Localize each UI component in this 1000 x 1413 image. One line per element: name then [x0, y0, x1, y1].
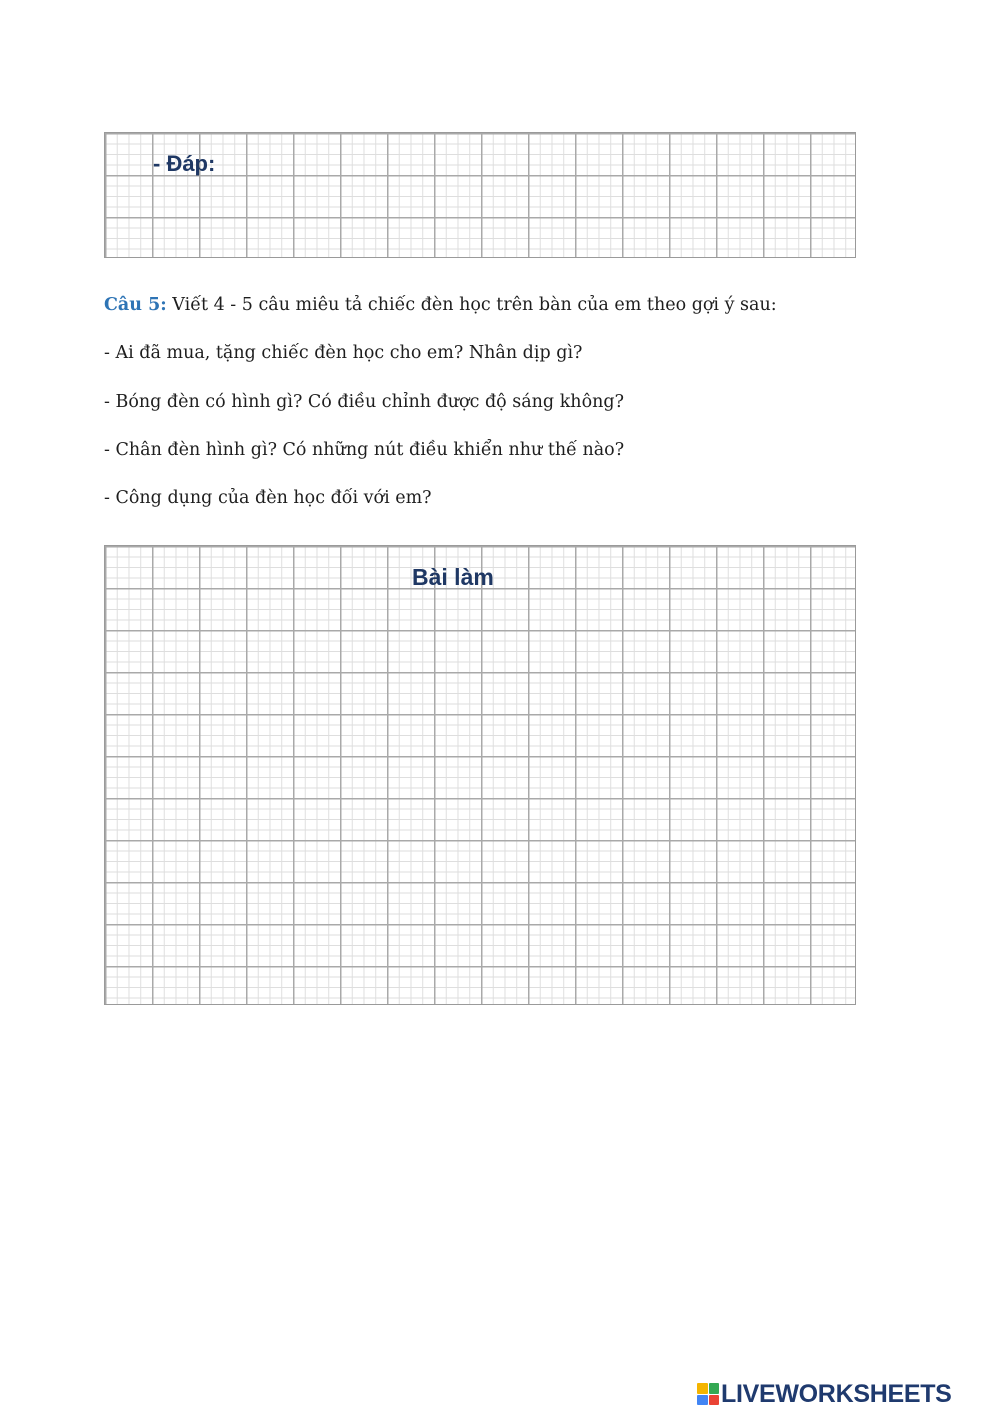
- hint-item: - Ai đã mua, tặng chiếc đèn học cho em? Nhân dịp gì?: [104, 343, 583, 363]
- essay-title: Bài làm: [412, 564, 494, 590]
- hint-item: - Chân đèn hình gì? Có những nút điều khiển như thế nào?: [104, 440, 625, 460]
- question-text: Viết 4 - 5 câu miêu tả chiếc đèn học trên bàn của em theo gợi ý sau:: [166, 295, 777, 315]
- question-5: [104, 293, 777, 317]
- liveworksheets-logo: [697, 1381, 952, 1407]
- logo-square: [709, 1395, 720, 1406]
- hint-item: - Bóng đèn có hình gì? Có điều chỉnh được độ sáng không?: [104, 392, 624, 412]
- logo-square: [709, 1383, 720, 1394]
- essay-grid[interactable]: [104, 545, 856, 1005]
- logo-text: LIVEWORKSHEETS: [721, 1379, 952, 1408]
- logo-square: [697, 1395, 708, 1406]
- question-number: Câu 5:: [104, 295, 167, 315]
- liveworksheets-logo-icon: [697, 1383, 719, 1405]
- answer-grid[interactable]: [104, 132, 856, 258]
- answer-label: - Đáp:: [153, 151, 216, 176]
- logo-square: [697, 1383, 708, 1394]
- hint-item: - Công dụng của đèn học đối với em?: [104, 488, 432, 508]
